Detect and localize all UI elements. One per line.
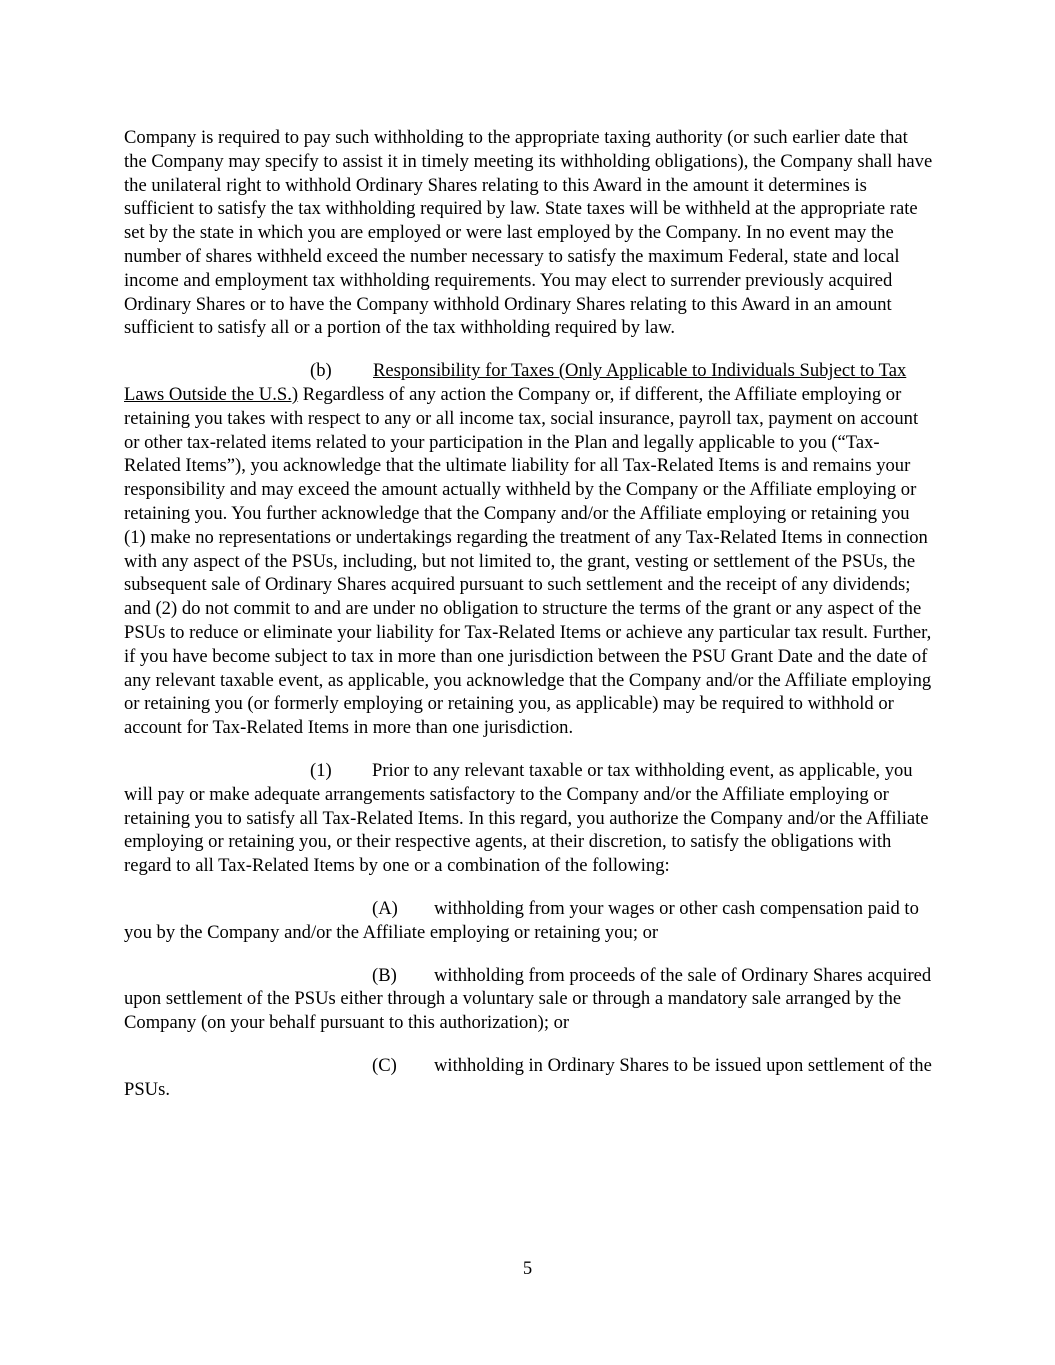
document-page xyxy=(124,126,934,1101)
page-number: 5 xyxy=(522,1258,533,1279)
item-c-label: (C) xyxy=(372,1054,397,1076)
item-a-body: withholding from your wages or other cash compensation paid to you by the Company and/or the Affiliate employing or retaining you; or xyxy=(124,897,919,943)
item-a-label: (A) xyxy=(372,897,398,919)
item-a xyxy=(124,897,934,945)
item-b xyxy=(124,964,934,1035)
section-b xyxy=(124,359,934,740)
item-c-body: withholding in Ordinary Shares to be issued upon settlement of the PSUs. xyxy=(124,1054,932,1100)
paragraph-withholding: Company is required to pay such withholding to the appropriate taxing authority (or such earlier date that the Company may specify to assist it in timely meeting its withholding obligations), the Company shall have the unilateral right to withhold Ordinary Shares relating to this Award in the amount it determines is sufficient to satisfy the tax withholding required by law. State taxes will be withheld at the appropriate rate set by the state in which you are employed or were last employed by the Company. In no event may the number of shares withheld exceed the number necessary to satisfy the maximum Federal, state and local income and employment tax withholding requirements. You may elect to surrender previously acquired Ordinary Shares or to have the Company withhold Ordinary Shares relating to this Award in an amount sufficient to satisfy all or a portion of the tax withholding required by law. xyxy=(124,127,933,339)
item-b-body: withholding from proceeds of the sale of Ordinary Shares acquired upon settlement of the PSUs either through a voluntary sale or through a mandatory sale arranged by the Company (on your behalf pursuant to this authorization); or xyxy=(124,964,932,1034)
subsection-1-label: (1) xyxy=(310,759,332,781)
section-b-heading: Responsibility for Taxes (Only Applicable to Individuals Subject to Tax Laws Outside the U.S.) xyxy=(124,360,907,405)
item-c xyxy=(124,1054,934,1102)
section-b-label: (b) xyxy=(310,360,332,382)
item-b-label: (B) xyxy=(372,964,397,986)
section-b-body: Regardless of any action the Company or, if different, the Affiliate employing or retaining you takes with respect to any or all income tax, social insurance, payroll tax, payment on account or other tax-related items related to your participation in the Plan and legally applicable to you (“Tax-Related Items”), you acknowledge that the ultimate liability for all Tax-Related Items is and remains your responsibility and may exceed the amount actually withheld by the Company or the Affiliate employing or retaining you. You further acknowledge that the Company and/or the Affiliate employing or retaining you (1) make no representations or undertakings regarding the treatment of any Tax-Related Items in connection with any aspect of the PSUs, including, but not limited to, the grant, vesting or settlement of the PSUs, the subsequent sale of Ordinary Shares acquired pursuant to such settlement and the receipt of any dividends; and (2) do not commit to and are under no obligation to structure the terms of the grant or any aspect of the PSUs to reduce or eliminate your liability for Tax-Related Items or achieve any particular tax result. Further, if you have become subject to tax in more than one jurisdiction between the PSU Grant Date and the date of any relevant taxable event, as applicable, you acknowledge that the Company and/or the Affiliate employing or retaining you (or formerly employing or retaining you, as applicable) may be required to withhold or account for Tax-Related Items in more than one jurisdiction. xyxy=(124,383,932,739)
subsection-1 xyxy=(124,759,934,878)
subsection-1-body: Prior to any relevant taxable or tax withholding event, as applicable, you will pay or make adequate arrangements satisfactory to the Company and/or the Affiliate employing or retaining you to satisfy all Tax-Related Items. In this regard, you authorize the Company and/or the Affiliate employing or retaining you, or their respective agents, at their discretion, to satisfy the obligations with regard to all Tax-Related Items by one or a combination of the following: xyxy=(124,759,929,877)
